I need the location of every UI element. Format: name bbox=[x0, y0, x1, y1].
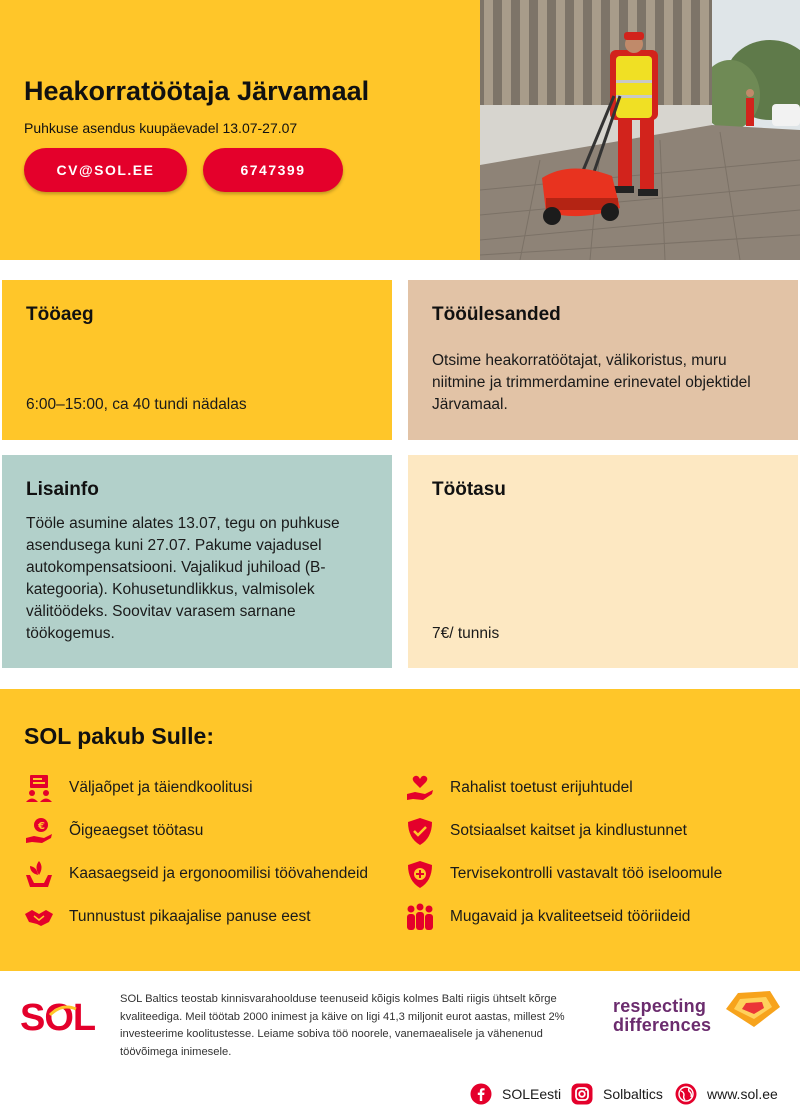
benefits-section bbox=[0, 689, 800, 971]
salary-text: 7€/ tunnis bbox=[432, 625, 500, 642]
shield-check-icon bbox=[403, 815, 437, 847]
tasks-card bbox=[408, 280, 798, 440]
facebook-link[interactable] bbox=[470, 1083, 561, 1105]
plant-hands-icon bbox=[22, 858, 56, 890]
benefit-label: Sotsiaalset kaitset ja kindlustunnet bbox=[450, 822, 687, 839]
facebook-icon bbox=[470, 1083, 492, 1105]
email-button[interactable]: CV@SOL.EE bbox=[24, 148, 187, 192]
extra-info-card bbox=[2, 455, 392, 668]
pentagon-logo-icon bbox=[722, 989, 782, 1034]
shield-cross-icon bbox=[403, 858, 437, 890]
benefit-label: Rahalist toetust erijuhtudel bbox=[450, 779, 633, 796]
benefit-label: Tunnustust pikaajalise panuse eest bbox=[69, 908, 311, 925]
heart-hand-icon bbox=[403, 772, 437, 804]
globe-icon bbox=[675, 1083, 697, 1105]
training-icon bbox=[22, 772, 56, 804]
page-subtitle: Puhkuse asendus kuupäevadel 13.07-27.07 bbox=[24, 120, 298, 136]
street-sweeper-photo bbox=[480, 0, 800, 260]
footer bbox=[0, 971, 800, 1115]
website-url: www.sol.ee bbox=[707, 1086, 778, 1102]
instagram-handle: Solbaltics bbox=[603, 1086, 663, 1102]
salary-title: Töötasu bbox=[432, 479, 506, 500]
benefit-item bbox=[22, 901, 311, 933]
sol-logo-text: SOL bbox=[20, 997, 96, 1035]
respecting-differences-logo bbox=[613, 997, 711, 1035]
benefit-label: Väljaõpet ja täiendkoolitusi bbox=[69, 779, 253, 796]
slogan-line-2: differences bbox=[613, 1015, 712, 1035]
benefit-label: Õigeaegset töötasu bbox=[69, 822, 204, 839]
benefit-item bbox=[403, 815, 687, 847]
benefit-item bbox=[403, 772, 633, 804]
work-time-text: 6:00–15:00, ca 40 tundi nädalas bbox=[26, 396, 247, 413]
benefit-label: Kaasaegseid ja ergonoomilisi töövahendeid bbox=[69, 865, 369, 882]
svg-text:€: € bbox=[38, 821, 45, 832]
hero-photo bbox=[480, 0, 800, 260]
instagram-link[interactable] bbox=[571, 1083, 663, 1105]
instagram-icon bbox=[571, 1083, 593, 1105]
benefit-label: Tervisekontrolli vastavalt töö iseloomule bbox=[450, 865, 723, 882]
extra-info-text: Tööle asumine alates 13.07, tegu on puhkuse asendusega kuni 27.07. Pakume vajadusel autokompensatsiooni. Vajalikud juhiload (B-kategooria). Kohusetundlikkus, valmisolek välitöödeks. Soovitav varasem sarnane töökogemus. bbox=[26, 515, 340, 642]
work-time-title: Tööaeg bbox=[26, 304, 94, 325]
sol-logo bbox=[20, 995, 104, 1040]
company-description: SOL Baltics teostab kinnisvarahoolduse teenuseid kõigis kolmes Balti riigis ühtselt kõrge kvaliteediga. Meil töötab 2000 inimest ja käive on ligi 41,3 miljonit eurot aastas, millest 2% investeerime koolitustesse. Leiame sobiva töö noorele, vanemaealisele ja vähenenud töövõimega inimesele. bbox=[120, 993, 565, 1058]
people-icon bbox=[403, 901, 437, 933]
page-title: Heakorratöötaja Järvamaal bbox=[24, 76, 370, 106]
benefit-item bbox=[403, 858, 722, 890]
extra-info-title: Lisainfo bbox=[26, 479, 99, 500]
phone-button[interactable]: 6747399 bbox=[203, 148, 343, 192]
tasks-text: Otsime heakorratöötajat, välikoristus, muru niitmine ja trimmerdamine erinevatel objektidel Järvamaal. bbox=[432, 352, 751, 413]
euro-hand-icon bbox=[22, 815, 56, 847]
handshake-icon bbox=[22, 901, 56, 933]
benefits-title: SOL pakub Sulle: bbox=[24, 723, 214, 749]
tasks-title: Tööülesanded bbox=[432, 304, 561, 325]
benefit-item bbox=[22, 858, 368, 890]
benefit-label: Mugavaid ja kvaliteetseid tööriideid bbox=[450, 908, 691, 925]
benefit-item bbox=[403, 901, 690, 933]
work-time-card bbox=[2, 280, 392, 440]
salary-card bbox=[408, 455, 798, 668]
facebook-handle: SOLEesti bbox=[502, 1086, 562, 1102]
slogan-line-1: respecting bbox=[613, 996, 707, 1016]
website-link[interactable] bbox=[675, 1083, 778, 1105]
benefit-item bbox=[22, 815, 203, 847]
benefit-item bbox=[22, 772, 253, 804]
